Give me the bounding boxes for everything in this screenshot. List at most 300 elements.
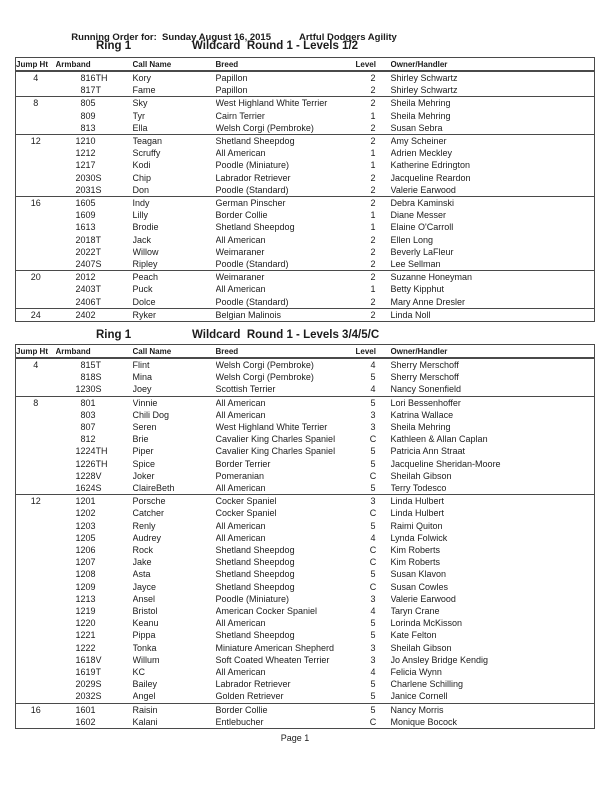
cell-breed: Welsh Corgi (Pembroke): [215, 122, 314, 133]
cell-armband-tag: T: [95, 284, 101, 295]
page-number: Page 1: [280, 733, 310, 743]
ring-label: Ring 1: [96, 40, 132, 52]
cell-jump-ht: [16, 433, 56, 445]
cell-owner-handler: Jacqueline Sheridan-Moore: [390, 458, 501, 469]
cell-owner-handler: Taryn Crane: [390, 606, 440, 617]
cell-jump-ht: [16, 147, 56, 159]
cell-call-name: Renly: [132, 520, 156, 531]
cell-armband: 1619: [75, 667, 96, 678]
cell-level: 4: [370, 384, 376, 395]
cell-armband: 2403: [75, 284, 96, 295]
cell-armband: 1210: [75, 136, 96, 147]
column-header-breed: Breed: [215, 346, 239, 356]
cell-armband-tag: T: [95, 85, 101, 96]
cell-call-name: Kory: [132, 73, 152, 83]
cell-armband: 812: [80, 434, 96, 445]
cell-breed: Poodle (Miniature): [215, 593, 290, 604]
cell-armband: 1609: [75, 210, 96, 221]
entry-row: [16, 97, 595, 110]
cell-armband-tag: T: [95, 360, 101, 370]
cell-level: 2: [370, 136, 376, 147]
cell-breed: All American: [215, 532, 266, 543]
cell-call-name: Tyr: [132, 110, 145, 121]
cell-armband-tag: [96, 507, 133, 519]
cell-breed: Belgian Malinois: [215, 309, 282, 320]
cell-level: 3: [370, 642, 376, 653]
cell-level: 2: [370, 296, 376, 307]
entry-row: [16, 629, 595, 641]
cell-jump-ht: [16, 520, 56, 532]
cell-call-name: Scruffy: [132, 148, 161, 159]
cell-jump-ht: [16, 470, 56, 482]
cell-call-name: Vinnie: [132, 397, 158, 408]
cell-owner-handler: Linda Hulbert: [390, 496, 445, 507]
cell-jump-ht: [16, 296, 56, 309]
entry-row: [16, 507, 595, 519]
cell-armband-tag: V: [95, 654, 102, 665]
cell-jump-ht: [16, 629, 56, 641]
cell-breed: American Cocker Spaniel: [215, 606, 318, 617]
cell-armband: 807: [80, 422, 96, 433]
cell-owner-handler: Ellen Long: [390, 234, 434, 245]
cell-armband-tag: V: [95, 470, 102, 481]
cell-armband-tag: TH: [95, 446, 108, 457]
cell-owner-handler: Patricia Ann Straat: [390, 446, 466, 457]
cell-owner-handler: Valerie Earwood: [390, 184, 456, 195]
cell-armband-tag: [96, 110, 133, 122]
running-order-table-levels-3-4-5-c: [15, 344, 595, 729]
cell-armband: 1613: [75, 222, 96, 233]
cell-breed: Weimaraner: [215, 246, 265, 257]
entry-row: [16, 246, 595, 258]
entry-row: [16, 482, 595, 495]
cell-call-name: KC: [132, 667, 146, 678]
cell-armband-tag: [96, 409, 133, 421]
cell-call-name: ClaireBeth: [132, 483, 175, 494]
cell-breed: Poodle (Standard): [215, 296, 289, 307]
cell-armband-tag: [96, 617, 133, 629]
cell-jump-ht: [16, 283, 56, 295]
cell-owner-handler: Amy Scheiner: [390, 136, 447, 147]
cell-call-name: Joey: [132, 384, 152, 395]
cell-owner-handler: Monique Bocock: [390, 716, 458, 727]
cell-jump-ht: [16, 159, 56, 171]
cell-call-name: Pippa: [132, 630, 156, 641]
entry-row: [16, 197, 595, 210]
table-header: [16, 58, 595, 72]
entry-row: [16, 666, 595, 678]
cell-owner-handler: Nancy Morris: [390, 704, 444, 715]
cell-call-name: Jayce: [132, 581, 157, 592]
cell-jump-ht: [16, 716, 56, 729]
cell-armband: 2022: [75, 246, 96, 257]
entry-row: [16, 409, 595, 421]
cell-level: 2: [370, 85, 376, 96]
cell-call-name: Willum: [132, 654, 160, 665]
cell-call-name: Chip: [132, 172, 152, 183]
cell-level: 5: [370, 372, 376, 383]
cell-armband-tag: [96, 642, 133, 654]
cell-armband: 2032: [75, 691, 96, 702]
cell-armband: 2407: [75, 259, 96, 270]
cell-breed: Soft Coated Wheaten Terrier: [215, 654, 330, 665]
entry-row: [16, 690, 595, 703]
entry-row: [16, 308, 595, 321]
cell-breed: Border Terrier: [215, 458, 271, 469]
entry-row: [16, 458, 595, 470]
cell-owner-handler: Sheila Mehring: [390, 98, 451, 109]
cell-jump-ht: [16, 605, 56, 617]
cell-breed: All American: [215, 483, 266, 494]
cell-jump-ht: [16, 568, 56, 580]
entry-row: [16, 296, 595, 309]
cell-level: 5: [370, 458, 376, 469]
cell-breed: German Pinscher: [215, 198, 286, 209]
cell-level: 4: [370, 667, 376, 678]
cell-level: 1: [370, 210, 376, 221]
cell-jump-ht: [16, 617, 56, 629]
cell-breed: All American: [215, 148, 266, 159]
cell-armband: 1222: [75, 642, 96, 653]
cell-level: 2: [370, 309, 376, 320]
cell-jump-ht: [16, 421, 56, 433]
cell-jump-ht: 20: [30, 272, 41, 283]
cell-armband-tag: [96, 520, 133, 532]
header-row: [16, 58, 595, 72]
entry-row: [16, 703, 595, 716]
cell-jump-ht: [16, 544, 56, 556]
cell-armband-tag: S: [95, 384, 102, 395]
cell-owner-handler: Kim Roberts: [390, 557, 441, 568]
cell-level: C: [369, 716, 377, 727]
cell-call-name: Ella: [132, 122, 148, 133]
cell-owner-handler: Kate Felton: [390, 630, 437, 641]
entry-row: [16, 135, 595, 148]
column-header-armband: Armband: [55, 346, 91, 356]
cell-armband: 1226: [75, 458, 96, 469]
cell-owner-handler: Charlene Schilling: [390, 679, 464, 690]
cell-breed: Cavalier King Charles Spaniel: [215, 434, 336, 445]
cell-armband: 1213: [75, 593, 96, 604]
entry-row: [16, 209, 595, 221]
cell-call-name: Ansel: [132, 593, 156, 604]
cell-level: 5: [370, 630, 376, 641]
cell-call-name: Peach: [132, 272, 159, 283]
cell-owner-handler: Sheila Mehring: [390, 422, 451, 433]
cell-armband-tag: [96, 396, 133, 409]
cell-jump-ht: 16: [30, 704, 41, 715]
cell-level: 5: [370, 483, 376, 494]
entry-row: [16, 605, 595, 617]
cell-owner-handler: Sherry Merschoff: [390, 372, 459, 383]
section-2-title: [0, 329, 611, 343]
cell-call-name: Teagan: [132, 136, 163, 147]
entry-row: [16, 283, 595, 295]
cell-armband-tag: [96, 544, 133, 556]
cell-owner-handler: Sherry Merschoff: [390, 360, 459, 370]
cell-owner-handler: Jo Ansley Bridge Kendig: [390, 654, 489, 665]
cell-armband: 1601: [75, 704, 96, 715]
column-header-level: Level: [355, 346, 376, 356]
cell-armband-tag: [96, 593, 133, 605]
cell-breed: Shetland Sheepdog: [215, 222, 295, 233]
cell-armband: 1602: [75, 716, 96, 727]
cell-armband-tag: [96, 532, 133, 544]
cell-call-name: Jake: [132, 557, 152, 568]
cell-level: 2: [370, 259, 376, 270]
cell-call-name: Raisin: [132, 704, 158, 715]
cell-level: 3: [370, 409, 376, 420]
cell-breed: All American: [215, 667, 266, 678]
cell-armband: 815: [80, 360, 96, 370]
cell-armband: 1205: [75, 532, 96, 543]
cell-jump-ht: 8: [33, 98, 39, 109]
cell-level: C: [369, 434, 377, 445]
cell-armband: 1219: [75, 606, 96, 617]
table-header: [16, 345, 595, 359]
cell-call-name: Piper: [132, 446, 154, 457]
cell-breed: Poodle (Miniature): [215, 160, 290, 171]
cell-level: 3: [370, 496, 376, 507]
cell-armband: 2406: [75, 296, 96, 307]
cell-owner-handler: Adrien Meckley: [390, 148, 453, 159]
header-row: [16, 345, 595, 359]
cell-jump-ht: [16, 445, 56, 457]
cell-jump-ht: 4: [33, 73, 39, 83]
cell-call-name: Kodi: [132, 160, 151, 171]
cell-level: 3: [370, 654, 376, 665]
entry-row: [16, 593, 595, 605]
cell-owner-handler: Raimi Quiton: [390, 520, 443, 531]
cell-call-name: Tonka: [132, 642, 157, 653]
cell-armband-tag: [96, 135, 133, 148]
cell-call-name: Brie: [132, 434, 149, 445]
cell-owner-handler: Kathleen & Allan Caplan: [390, 434, 488, 445]
cell-jump-ht: 8: [33, 397, 39, 408]
cell-armband-tag: [96, 568, 133, 580]
cell-armband: 2031: [75, 184, 96, 195]
cell-owner-handler: Lorinda McKisson: [390, 618, 463, 629]
entry-row: [16, 358, 595, 371]
cell-owner-handler: Katrina Wallace: [390, 409, 454, 420]
cell-armband-tag: TH: [95, 458, 108, 469]
cell-breed: Shetland Sheepdog: [215, 581, 295, 592]
cell-level: C: [369, 470, 377, 481]
entry-row: [16, 716, 595, 729]
round-title: Wildcard Round 1 - Levels 1/2: [192, 40, 359, 52]
cell-owner-handler: Elaine O'Carroll: [390, 222, 454, 233]
entry-row: [16, 544, 595, 556]
cell-armband-tag: [96, 629, 133, 641]
column-header-armband: Armband: [55, 59, 91, 69]
cell-breed: All American: [215, 397, 266, 408]
cell-call-name: Willow: [132, 246, 159, 257]
cell-jump-ht: [16, 84, 56, 97]
cell-level: 2: [370, 234, 376, 245]
cell-armband-tag: T: [95, 296, 101, 307]
column-header-owner-handler: Owner/Handler: [390, 59, 448, 69]
cell-call-name: Sky: [132, 98, 148, 109]
cell-armband-tag: [96, 209, 133, 221]
column-header-call-name: Call Name: [132, 59, 172, 69]
cell-owner-handler: Katherine Edrington: [390, 160, 471, 171]
cell-level: 5: [370, 679, 376, 690]
cell-jump-ht: [16, 122, 56, 135]
cell-level: 4: [370, 532, 376, 543]
cell-level: 2: [370, 184, 376, 195]
cell-armband-tag: [96, 495, 133, 508]
entry-row: [16, 470, 595, 482]
cell-armband: 1624: [75, 483, 96, 494]
cell-jump-ht: [16, 556, 56, 568]
cell-call-name: Lilly: [132, 210, 149, 221]
cell-owner-handler: Sheila Mehring: [390, 110, 451, 121]
cell-breed: Cavalier King Charles Spaniel: [215, 446, 336, 457]
cell-call-name: Fame: [132, 85, 156, 96]
cell-level: 1: [370, 110, 376, 121]
cell-call-name: Keanu: [132, 618, 159, 629]
cell-breed: Cocker Spaniel: [215, 508, 277, 519]
cell-armband-tag: [96, 433, 133, 445]
column-header-jump-ht: Jump Ht: [16, 346, 48, 356]
cell-armband: 1202: [75, 508, 96, 519]
section-1-title: [0, 40, 611, 54]
entry-row: [16, 678, 595, 690]
cell-jump-ht: [16, 666, 56, 678]
cell-armband-tag: [96, 271, 133, 284]
cell-armband: 1224: [75, 446, 96, 457]
cell-armband: 816: [80, 73, 96, 83]
entry-row: [16, 371, 595, 383]
cell-breed: Miniature American Shepherd: [215, 642, 335, 653]
cell-jump-ht: [16, 458, 56, 470]
entry-row: [16, 147, 595, 159]
cell-armband-tag: [96, 159, 133, 171]
cell-jump-ht: [16, 532, 56, 544]
cell-breed: Papillon: [215, 73, 248, 83]
cell-level: 4: [370, 606, 376, 617]
cell-breed: West Highland White Terrier: [215, 422, 328, 433]
cell-breed: All American: [215, 618, 266, 629]
cell-armband-tag: S: [95, 679, 102, 690]
cell-armband: 1228: [75, 470, 96, 481]
cell-breed: Shetland Sheepdog: [215, 136, 295, 147]
entry-row: [16, 383, 595, 396]
cell-level: 5: [370, 446, 376, 457]
cell-armband-tag: TH: [95, 73, 108, 83]
cell-armband: 1207: [75, 557, 96, 568]
cell-armband: 2402: [75, 309, 96, 320]
cell-breed: Labrador Retriever: [215, 679, 291, 690]
cell-owner-handler: Nancy Sonenfield: [390, 384, 462, 395]
cell-jump-ht: 16: [30, 198, 41, 209]
cell-call-name: Brodie: [132, 222, 159, 233]
entry-row: [16, 568, 595, 580]
cell-owner-handler: Diane Messer: [390, 210, 447, 221]
cell-jump-ht: 12: [30, 136, 41, 147]
cell-armband: 1230: [75, 384, 96, 395]
cell-armband: 1217: [75, 160, 96, 171]
cell-owner-handler: Suzanne Honeyman: [390, 272, 473, 283]
entry-row: [16, 421, 595, 433]
entry-row: [16, 258, 595, 271]
cell-owner-handler: Sheilah Gibson: [390, 642, 452, 653]
cell-level: C: [369, 545, 377, 556]
club-name: Artful Dodgers Agility: [299, 32, 397, 43]
entry-row: [16, 234, 595, 246]
cell-jump-ht: [16, 258, 56, 271]
cell-level: 2: [370, 246, 376, 257]
cell-jump-ht: 24: [30, 309, 41, 320]
cell-armband: 2030: [75, 172, 96, 183]
cell-call-name: Joker: [132, 470, 155, 481]
cell-breed: All American: [215, 234, 266, 245]
cell-owner-handler: Susan Klavon: [390, 569, 447, 580]
cell-armband: 801: [80, 397, 96, 408]
cell-armband-tag: [96, 716, 133, 729]
cell-armband: 813: [80, 122, 96, 133]
entry-row: [16, 654, 595, 666]
cell-jump-ht: [16, 654, 56, 666]
cell-armband-tag: S: [95, 483, 102, 494]
cell-armband-tag: [96, 581, 133, 593]
cell-level: C: [369, 557, 377, 568]
cell-owner-handler: Lynda Folwick: [390, 532, 448, 543]
cell-jump-ht: [16, 234, 56, 246]
column-header-call-name: Call Name: [132, 346, 172, 356]
cell-owner-handler: Jacqueline Reardon: [390, 172, 471, 183]
cell-breed: All American: [215, 284, 266, 295]
cell-armband-tag: [96, 308, 133, 321]
cell-breed: Poodle (Standard): [215, 259, 289, 270]
cell-call-name: Asta: [132, 569, 151, 580]
cell-call-name: Catcher: [132, 508, 165, 519]
cell-call-name: Dolce: [132, 296, 156, 307]
cell-armband-tag: [96, 703, 133, 716]
cell-breed: Shetland Sheepdog: [215, 630, 295, 641]
cell-breed: Papillon: [215, 85, 248, 96]
cell-breed: Border Collie: [215, 704, 268, 715]
cell-armband: 818: [80, 372, 96, 383]
entry-row: [16, 556, 595, 568]
cell-breed: Golden Retriever: [215, 691, 284, 702]
cell-armband: 1220: [75, 618, 96, 629]
cell-jump-ht: [16, 593, 56, 605]
cell-call-name: Angel: [132, 691, 156, 702]
cell-level: C: [369, 508, 377, 519]
cell-armband-tag: T: [95, 246, 101, 257]
cell-jump-ht: [16, 371, 56, 383]
cell-armband-tag: [96, 97, 133, 110]
cell-breed: Pomeranian: [215, 470, 265, 481]
entry-row: [16, 617, 595, 629]
column-header-jump-ht: Jump Ht: [16, 59, 48, 69]
cell-armband: 1605: [75, 198, 96, 209]
cell-armband-tag: [96, 221, 133, 233]
cell-owner-handler: Sheilah Gibson: [390, 470, 452, 481]
cell-call-name: Indy: [132, 198, 150, 209]
running-order-table-levels-1-2: [15, 57, 595, 322]
cell-owner-handler: Felicia Wynn: [390, 667, 442, 678]
cell-owner-handler: Susan Sebra: [390, 122, 443, 133]
round-title: Wildcard Round 1 - Levels 3/4/5/C: [192, 329, 380, 341]
cell-level: 2: [370, 98, 376, 109]
cell-armband: 803: [80, 409, 96, 420]
cell-owner-handler: Kim Roberts: [390, 545, 441, 556]
cell-call-name: Ryker: [132, 309, 157, 320]
cell-armband: 805: [80, 98, 96, 109]
cell-call-name: Bristol: [132, 606, 158, 617]
